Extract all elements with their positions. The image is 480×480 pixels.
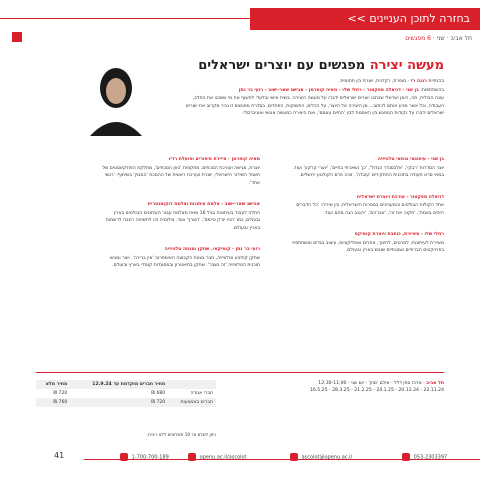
price-cell: חברים באמצעות xyxy=(168,398,216,407)
section-divider xyxy=(36,372,444,373)
breadcrumb-sessions: 6 מפגשים xyxy=(405,35,431,42)
intro-participants-names: בן שני - דניאלה ספקטור - רחלי שלו - מאיה קופרמן - אבישג שאר-ישוב - רועי בר נתן xyxy=(238,87,419,93)
intro-text xyxy=(184,78,444,119)
price-cell: 720 ₪ xyxy=(70,398,168,407)
intro-host-label: בהנחיית xyxy=(428,79,444,84)
schedule-city: תל אביב xyxy=(426,381,444,386)
intro-participants-label: בהשתתפות: xyxy=(420,87,444,93)
footer xyxy=(0,445,480,477)
phone-link[interactable] xyxy=(120,453,169,461)
whatsapp-icon xyxy=(402,453,410,461)
intro-host-desc: - סופרת, רקדנית, יוצרת בין תחומית. xyxy=(338,79,410,84)
price-header-cell: מחיר חברים מוקדמת עד 12.9.24 xyxy=(70,380,168,389)
participant-item xyxy=(286,194,444,218)
participant-body: מאיירת לעיתונות, לסרטים, לחינוך, אתרים ואפליקציות, עיצוב בגדים ומשתתפת בפרויקטים חברתיים אמנותיים שונים בארץ ובעולם. xyxy=(292,240,444,253)
participant-title: אבישג שאר-ישוב - צלמת עיתונות וצלמת דוקומנטרית xyxy=(147,202,260,207)
price-cell: 680 ₪ xyxy=(151,391,166,396)
page-title xyxy=(198,58,444,73)
participants-right-column xyxy=(286,156,444,269)
participant-title: מאיה קופרמן - צייירת סיפורים ופועלת רדיו xyxy=(168,157,260,162)
participant-body: יוצרת, מגישה ועורכת הסכתים. מתקופת 'כאן הסכתים', מחלקת הפודקאסטים של תאגיד השידור הישראלי, יוצרת ועורכת ראשית של ההסכת 'המגזין' בשיתוף: 'רגשי אחד'. xyxy=(102,165,260,186)
price-header-cell: מחיר מלא xyxy=(36,380,70,389)
globe-icon xyxy=(188,453,196,461)
page-number: 41 xyxy=(54,451,65,460)
price-cell: 760 ₪ xyxy=(36,398,70,407)
price-row xyxy=(36,389,216,398)
participant-title: דניאלה ספקטור - עורכת ויוצרת ישראלית xyxy=(356,194,444,200)
back-to-contents-link[interactable]: בחזרה לתוכן העניינים >> xyxy=(250,8,480,30)
email-icon xyxy=(290,453,298,461)
whatsapp-link[interactable] xyxy=(402,453,447,461)
schedule-details: - מרכז סוזן דלל - אולם 'סוזן' - יום שני - 12:30-11:00 xyxy=(318,381,425,386)
price-header-cell xyxy=(168,380,216,389)
participant-title: רועי בר נתן - קומיקאי, שחקן ומנחה טלוויזיה xyxy=(164,247,260,252)
email-link[interactable] xyxy=(290,453,352,461)
top-line xyxy=(0,18,250,19)
title-prefix: מעשה יצירה xyxy=(369,58,444,73)
price-table xyxy=(36,380,216,407)
price-header-row xyxy=(36,380,216,389)
whatsapp-text: 053-2303397 xyxy=(413,454,448,461)
participant-item xyxy=(286,156,444,180)
breadcrumb-day: שני xyxy=(436,35,445,42)
schedule-dates: 22.11.24 - 20.12.24 - 24.1.25 - 21.2.25 - 28.3.25 - 16.5.25 xyxy=(309,388,444,393)
breadcrumb-separator: · xyxy=(446,35,449,42)
price-cell: חברי אגודה xyxy=(190,391,213,396)
participant-item xyxy=(102,246,260,270)
breadcrumb xyxy=(405,35,472,42)
phone-icon xyxy=(120,453,128,461)
website-link[interactable] xyxy=(188,453,247,461)
participant-body: אחד הקולות הבולטים והמעניינים בספרות הישראלית, בין שיריה: 'כל הדברים היפים באמת', 'תקוה את זה', 'אברהם', 'יהגנב הגה מהם ועוד. xyxy=(296,203,444,216)
intro-paragraph: עוגה הבילית, תה, רומן ישראלי שכתבו יוצרים ישראלים ידברו על מעשה היצירה. בשיח אישי ובלעדי לחשוף את מי ששכנו את החלב, העבודה, וכל אשר מניע אותם לכתוב... מן היצירה אל היוצר, על הכלים, התשוקות, הפחדים. בסדרת מפגשים זו נכיר מקרוב את יוצרים ישראלים ידברו על נקודות המפגש בין האמנות לבין 'החיים עצמם', ואת היצירה כמעשה אנושי ואוניברסלי. xyxy=(185,96,444,116)
title-rest: מפגשים עם יוצרים ישראלים xyxy=(198,58,366,73)
intro-participants-line xyxy=(184,87,444,95)
breadcrumb-city: תל אביב xyxy=(450,35,472,42)
intro-host-line xyxy=(184,78,444,86)
schedule-info xyxy=(244,380,444,394)
breadcrumb-separator-2: · xyxy=(432,35,435,42)
participant-body: החלה לעבוד בעיתונות בגיל 16 ומאז מצלמת עבור העיתונים הבולטים בארץ ובעולם, כמו 'הניו יורק טיימס', 'הארץ' ועוד. צילומיה זכו לחשיפה רחבה לרשתות בארץ ובעולם. xyxy=(105,210,260,231)
participant-item xyxy=(102,156,260,187)
price-row xyxy=(36,398,216,407)
price-cell: 720 ₪ xyxy=(53,391,68,396)
participant-item xyxy=(286,231,444,255)
email-text: ascolot@openu.ac.il xyxy=(301,454,352,461)
red-square-icon xyxy=(12,32,22,42)
intro-host-name: רננה רז xyxy=(410,79,427,84)
payment-note: ניתן לשלם עד 10 תשלומים ללא ריבית. xyxy=(146,432,216,437)
participant-title: רחלי שלו - מאיירת, כותבת ויוצרת קומיקס xyxy=(354,232,444,237)
participant-body: יוצר הסדרות 'רבקי', 'אלכסנדר הגדול', 'כך נשארתי בחיים', 'יוצרי קרקע' ועוד. במאי סרט תעודה בתוכנית התחקירים 'עובדה', זוכה פרס הקולנוע ירושלים. xyxy=(292,165,444,178)
participant-title: בן שני - עיתונאי ובמאי טלוויזיה xyxy=(377,157,444,162)
host-portrait-image xyxy=(60,58,160,136)
participants-left-column xyxy=(102,156,260,284)
host-photo xyxy=(60,58,160,136)
schedule-location-line xyxy=(244,380,444,387)
website-text: openu.ac.il/ascolot xyxy=(199,454,247,461)
top-bar xyxy=(0,8,480,30)
participant-item xyxy=(102,201,260,232)
phone-text: 1-700-700-189 xyxy=(131,454,169,461)
participant-body: שחקן קולנוע וטלוויזיה, חבר בצוות הקבוצה האימפרוב 'אין ברירה'. יוצר ומגיש תוכנית הטלוויזיה 'זה נשבר'. שחקן בתיאטרון ובמסעדות קומדי בארץ ובעולם. xyxy=(110,255,260,268)
